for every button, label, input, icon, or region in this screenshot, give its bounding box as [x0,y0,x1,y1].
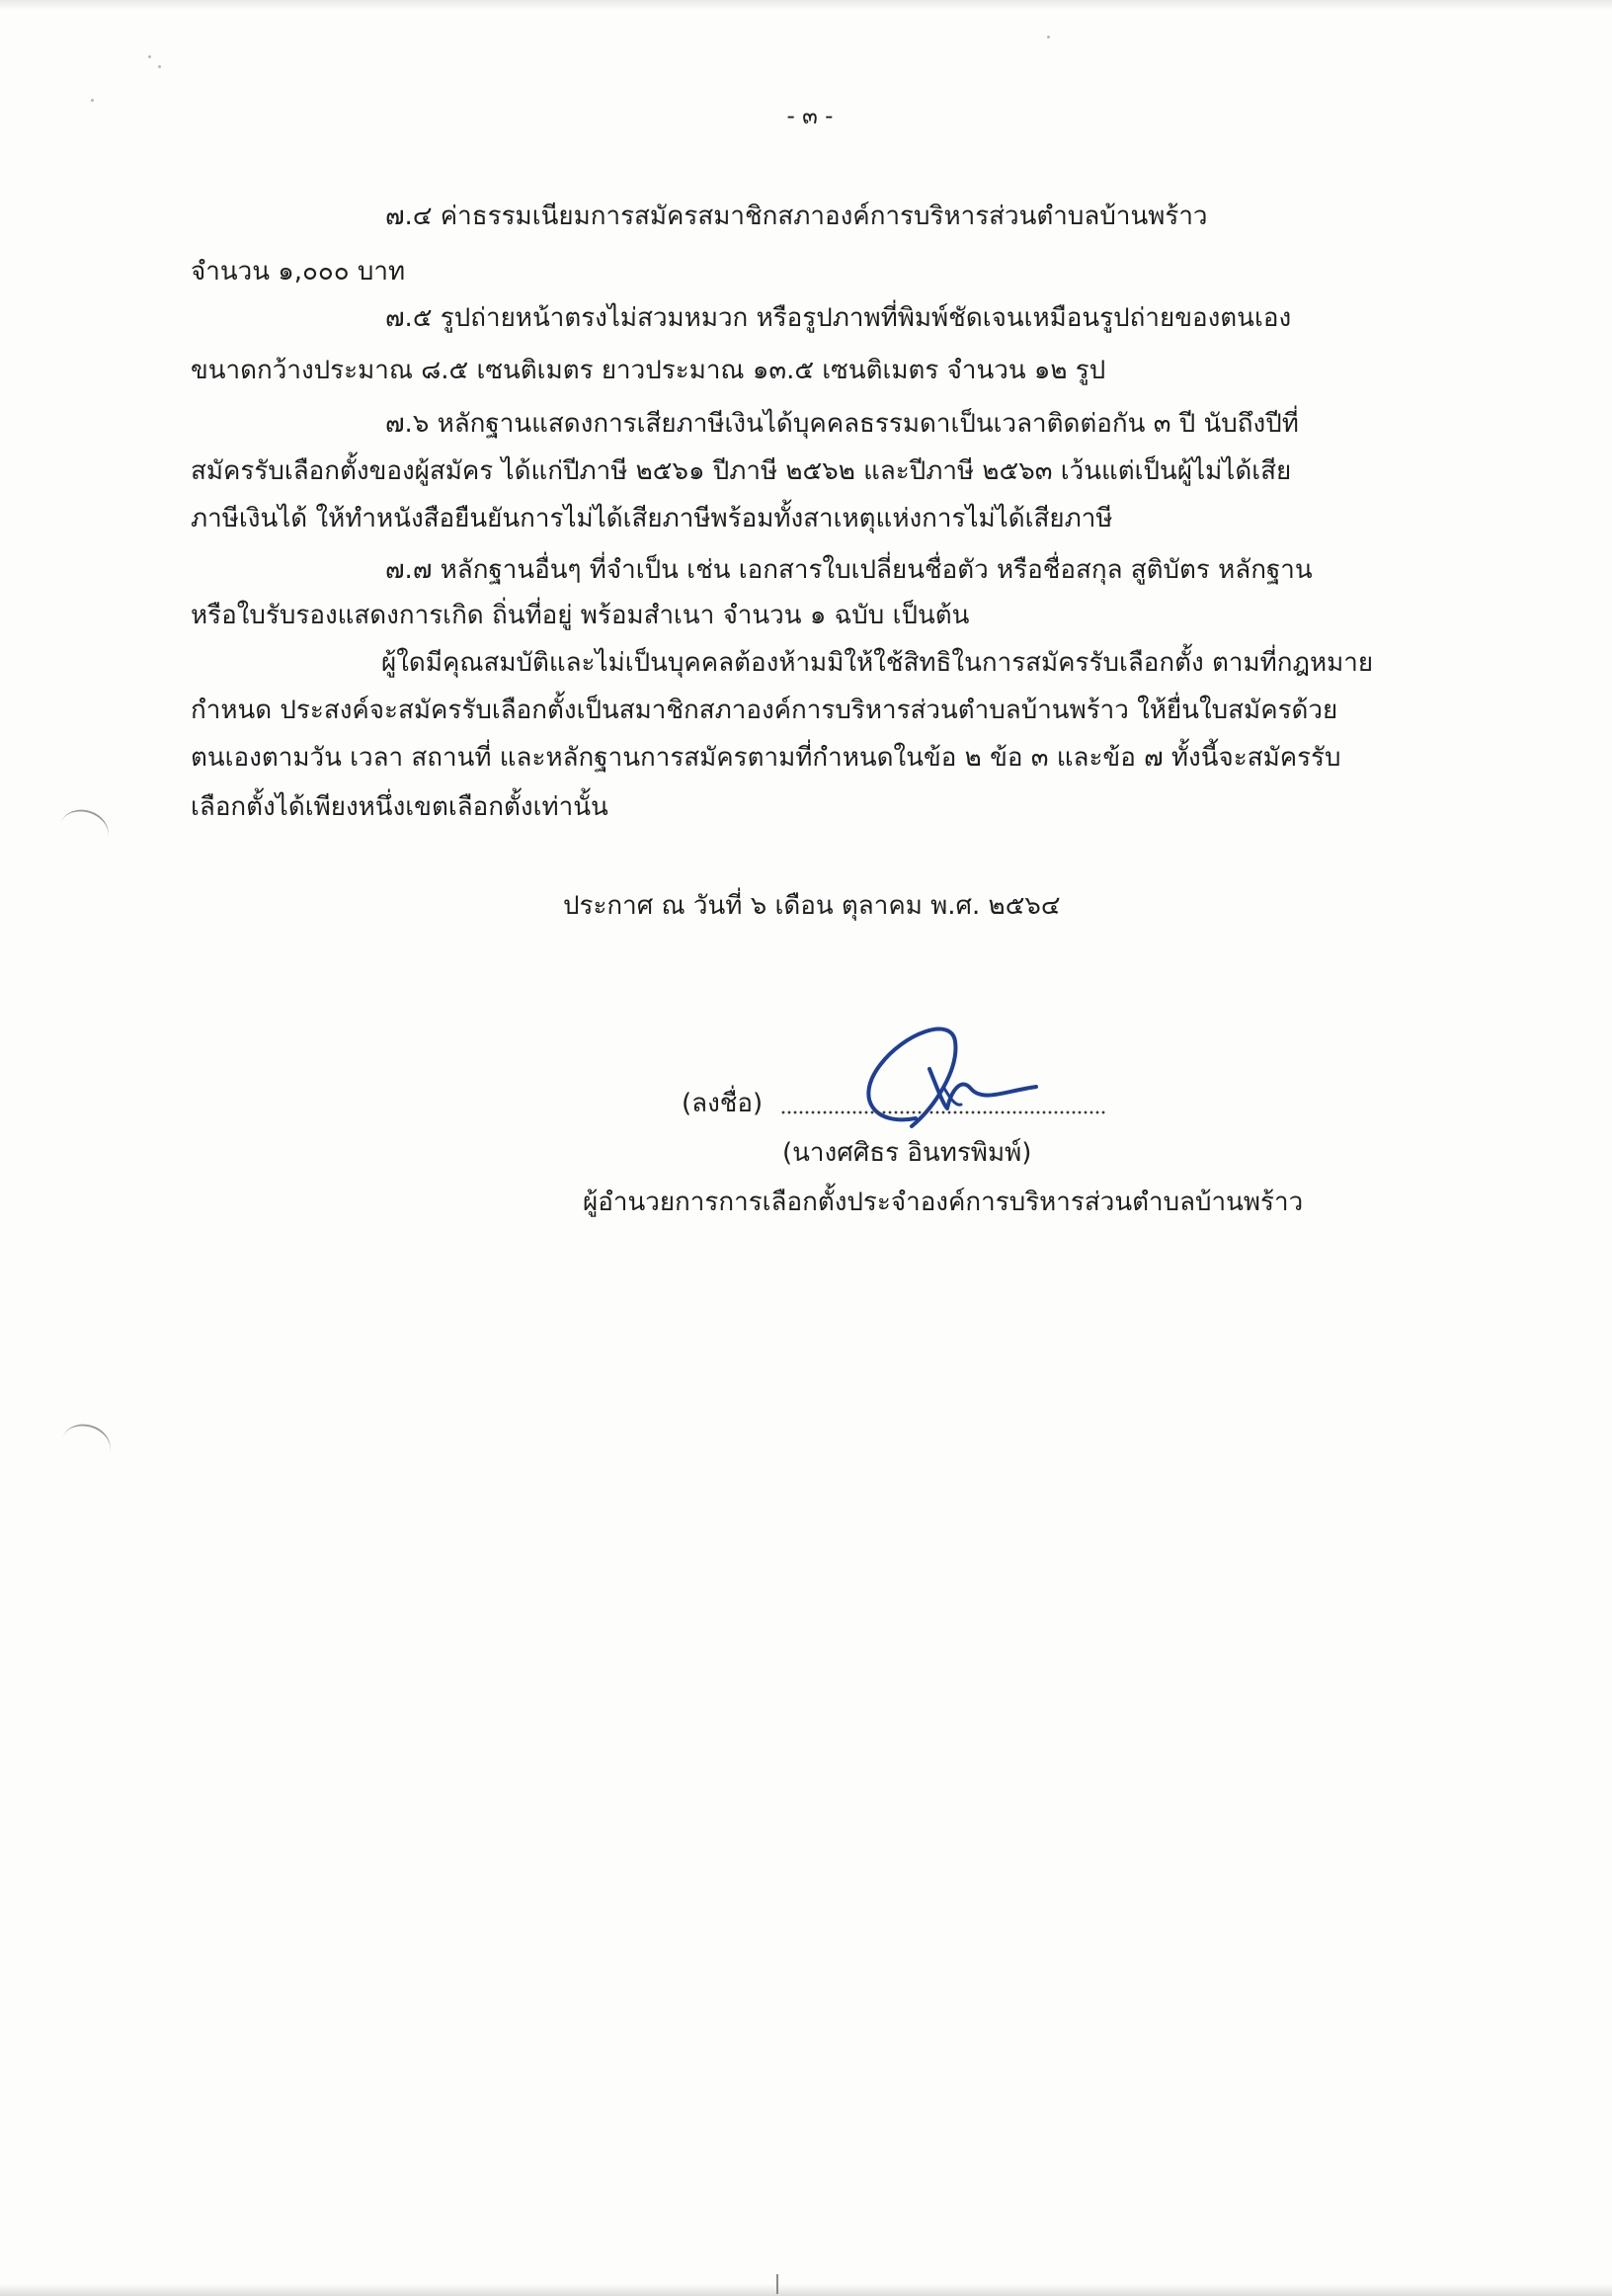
item-7-7-line-1: ๗.๗ หลักฐานอื่นๆ ที่จำเป็น เช่น เอกสารใบเปลี่ยนชื่อตัว หรือชื่อสกุล สูติบัตร หลักฐาน [385,555,1313,585]
handwritten-signature [825,1008,1042,1136]
signer-position: ผู้อำนวยการการเลือกตั้งประจำองค์การบริหารส่วนตำบลบ้านพร้าว [583,1188,1304,1217]
scan-edge-bottom [0,2284,1612,2296]
punch-hole-mark [56,1418,117,1472]
item-7-5-line-1: ๗.๕ รูปถ่ายหน้าตรงไม่สวมหมวก หรือรูปภาพที่พิมพ์ชัดเจนเหมือนรูปถ่ายของตนเอง [385,303,1292,333]
scan-speck [1047,36,1050,39]
scan-speck [148,55,151,58]
item-7-4-line-1: ๗.๔ ค่าธรรมเนียมการสมัครสมาชิกสภาองค์การบริหารส่วนตำบลบ้านพร้าว [385,202,1208,231]
item-7-4-line-2: จำนวน ๑,๐๐๐ บาท [191,257,406,287]
scan-edge-top [0,0,1612,10]
item-7-6-line-2: สมัครรับเลือกตั้งของผู้สมัคร ได้แก่ปีภาษี ๒๕๖๑ ปีภาษี ๒๕๖๒ และปีภาษี ๒๕๖๓ เว้นแต่เป็นผู้ไม่ได้เสีย [191,456,1292,486]
closing-paragraph-line-2: กำหนด ประสงค์จะสมัครรับเลือกตั้งเป็นสมาชิกสภาองค์การบริหารส่วนตำบลบ้านพร้าว ให้ยื่นใบสมัครด้วย [191,696,1338,725]
item-7-6-line-3: ภาษีเงินได้ ให้ทำหนังสือยืนยันการไม่ได้เสียภาษีพร้อมทั้งสาเหตุแห่งการไม่ได้เสียภาษี [191,504,1113,533]
scan-speck [158,65,161,68]
item-7-7-line-2: หรือใบรับรองแสดงการเกิด ถิ่นที่อยู่ พร้อมสำเนา จำนวน ๑ ฉบับ เป็นต้น [191,601,970,630]
signer-name: (นางศศิธร อินทรพิมพ์) [782,1138,1032,1168]
punch-hole-mark [54,803,115,858]
item-7-6-line-1: ๗.๖ หลักฐานแสดงการเสียภาษีเงินได้บุคคลธรรมดาเป็นเวลาติดต่อกัน ๓ ปี นับถึงปีที่ [385,409,1299,439]
item-7-5-line-2: ขนาดกว้างประมาณ ๘.๕ เซนติเมตร ยาวประมาณ ๑๓.๕ เซนติเมตร จำนวน ๑๒ รูป [191,356,1106,385]
scan-speck [91,99,94,102]
signature-dotted-line [780,1110,1106,1114]
closing-paragraph-line-3: ตนเองตามวัน เวลา สถานที่ และหลักฐานการสมัครตามที่กำหนดในข้อ ๒ ข้อ ๓ และข้อ ๗ ทั้งนี้จะสมัครรับ [191,743,1341,773]
page-number: - ๓ - [786,104,834,129]
closing-paragraph-line-4: เลือกตั้งได้เพียงหนึ่งเขตเลือกตั้งเท่านั้น [191,792,608,822]
scan-bottom-mark [776,2274,778,2294]
sign-label: (ลงชื่อ) [682,1089,764,1118]
announcement-date: ประกาศ ณ วันที่ ๖ เดือน ตุลาคม พ.ศ. ๒๕๖๔ [563,891,1061,921]
closing-paragraph-line-1: ผู้ใดมีคุณสมบัติและไม่เป็นบุคคลต้องห้ามมิให้ใช้สิทธิในการสมัครรับเลือกตั้ง ตามที่กฎหมาย [381,648,1374,678]
